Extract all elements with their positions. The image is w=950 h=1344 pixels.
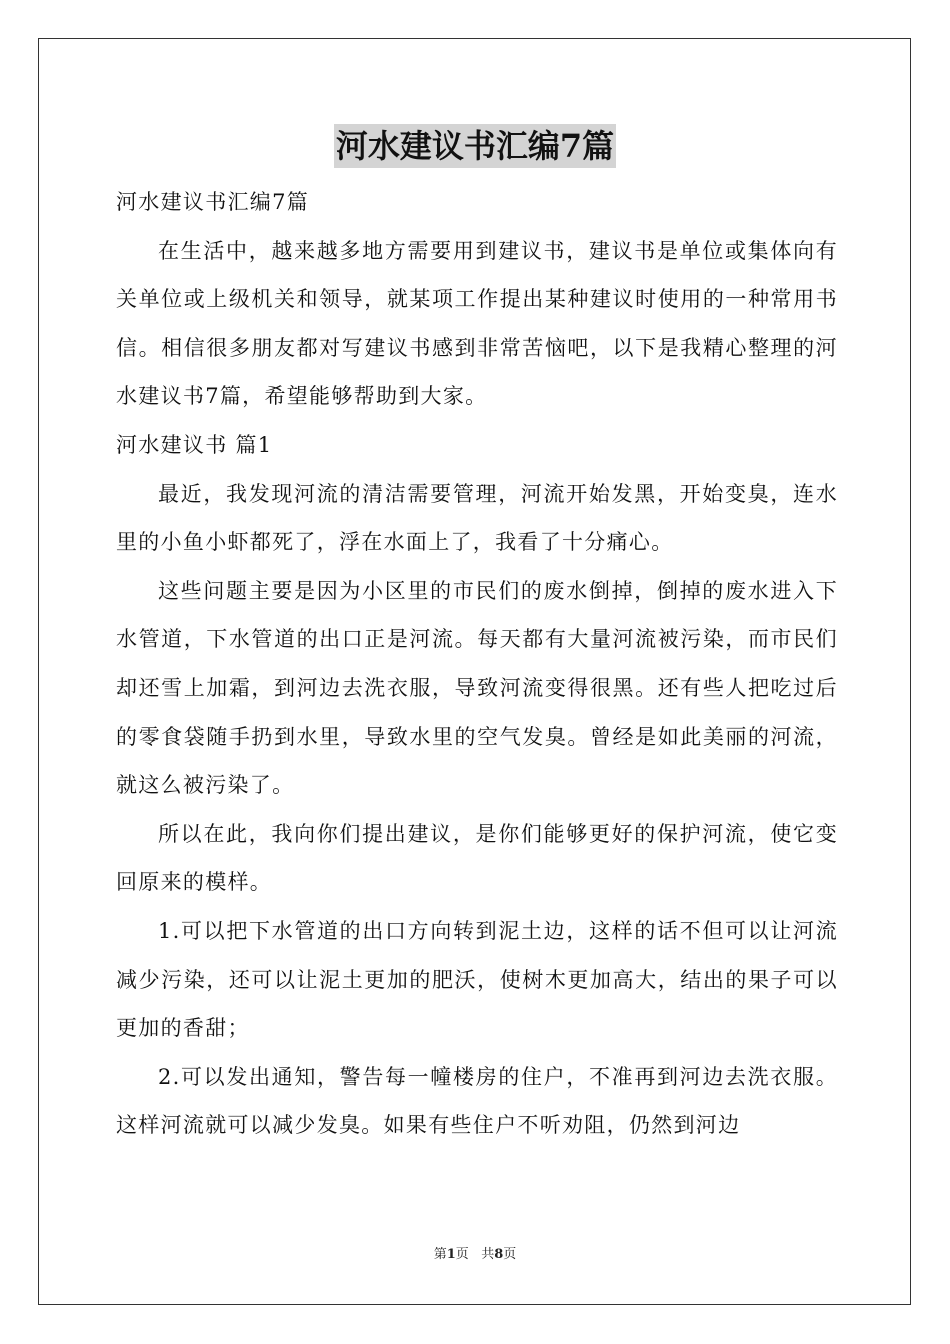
subtitle-paragraph: 河水建议书汇编7篇: [116, 190, 310, 214]
page-label-prefix: 第: [433, 1247, 447, 1262]
body-paragraph: 最近，我发现河流的清洁需要管理，河流开始发黑，开始变臭，连水里的小鱼小虾都死了，浮在水面上了，我看了十分痛心。: [116, 481, 838, 555]
document-title: 河水建议书汇编7篇: [334, 124, 616, 168]
total-label-suffix: 页: [503, 1247, 517, 1262]
page-label-suffix: 页: [455, 1247, 469, 1262]
list-paragraph: 2.可以发出通知，警告每一幢楼房的住户，不准再到河边去洗衣服。这样河流就可以减少发臭。如果有些住户不听劝阻，仍然到河边: [116, 1064, 838, 1138]
page-footer: [0, 1246, 950, 1264]
body-paragraph: 这些问题主要是因为小区里的市民们的废水倒掉，倒掉的废水进入下水管道，下水管道的出口正是河流。每天都有大量河流被污染，而市民们却还雪上加霜，到河边去洗衣服，导致河流变得很黑。还有些人把吃过后的零食袋随手扔到水里，导致水里的空气发臭。曾经是如此美丽的河流，就这么被污染了。: [116, 578, 838, 798]
section-heading: 河水建议书 篇1: [116, 432, 273, 457]
current-page-number: 1: [446, 1247, 456, 1262]
total-label-prefix: 共: [481, 1247, 495, 1262]
body-paragraph: 所以在此，我向你们提出建议，是你们能够更好的保护河流，使它变回原来的模样。: [116, 821, 838, 895]
list-paragraph: 1.可以把下水管道的出口方向转到泥土边，这样的话不但可以让河流减少污染，还可以让泥土更加的肥沃，使树木更加高大，结出的果子可以更加的香甜；: [116, 918, 838, 1041]
total-page-count: 8: [494, 1247, 504, 1262]
title-container: [0, 124, 950, 168]
document-body: [116, 178, 838, 1150]
intro-paragraph: 在生活中，越来越多地方需要用到建议书，建议书是单位或集体向有关单位或上级机关和领导，就某项工作提出某种建议时使用的一种常用书信。相信很多朋友都对写建议书感到非常苦恼吧，以下是我精心整理的河水建议书7篇，希望能够帮助到大家。: [116, 238, 838, 409]
